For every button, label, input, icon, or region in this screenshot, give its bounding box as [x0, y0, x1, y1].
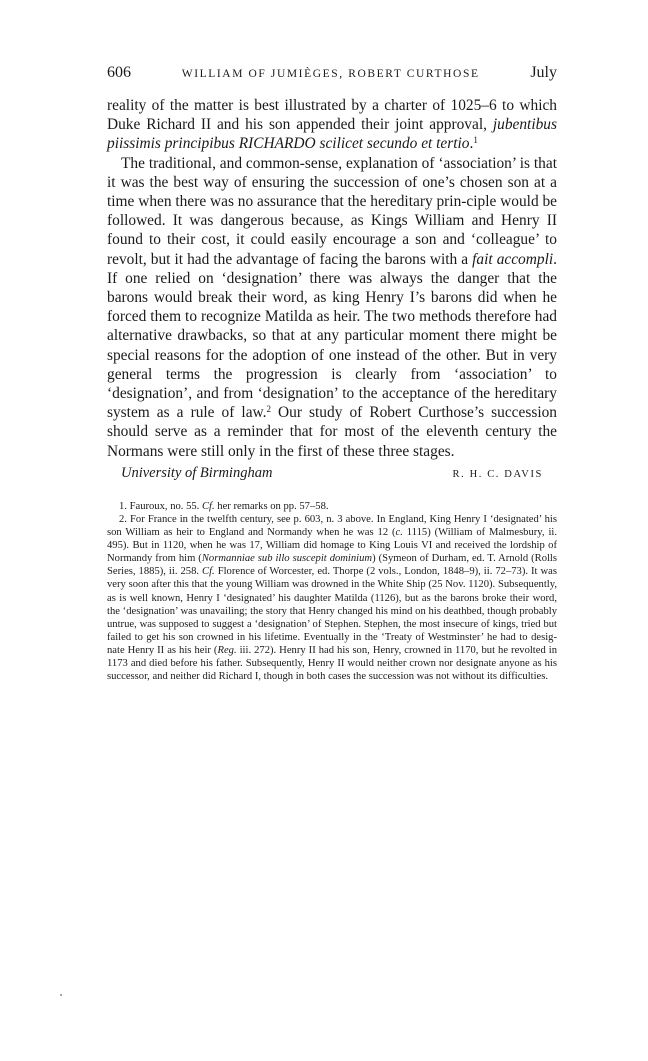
fn1-italic: Cf.	[201, 500, 215, 512]
fn2-text-c: ) (Symeon of Durham, ed. T. Arnold (Rolls Series, 1885), ii. 258.	[107, 553, 557, 578]
fn2-italic-3: Cf.	[202, 566, 215, 578]
fn2-italic-2: Normanniae sub illo suscepit dominium	[201, 553, 373, 565]
footnote-ref-2[interactable]: 2	[266, 404, 271, 415]
fn2-text-a: 2. For France in the twelfth century, see p. 603, n. 3 above. In England, King Henry I ‘designated’ his son William as heir to England and Normandy when he was 12 (	[107, 513, 557, 539]
footnote-ref-1[interactable]: 1	[473, 135, 478, 146]
journal-page	[107, 64, 557, 683]
p2-text-a: The traditional, and common-sense, explanation of ‘association’ is that it was the best way of ensuring the succession of one’s chosen son at a time when there was no assurance that the hereditary prin-ciple would be followed. It was dangerous because, as Kings William and Henry II found to their cost, it could easily encourage a son and ‘colleague’ to revolt, but it had the advantage of facing the barons with a	[107, 154, 558, 268]
fn2-text-b: 1115) (William of Malmesbury, ii. 495). But in 1120, when he was 17, William did homage to King Louis VI and received the lordship of Normandy from him (	[107, 527, 557, 565]
fn2-italic-4: Reg.	[217, 644, 237, 656]
running-month: July	[530, 64, 557, 81]
author-institution: University of Birmingham	[121, 464, 273, 481]
p1-latin-quote: jubentibus piissimis principibus RICHARDO scilicet secundo et tertio	[107, 116, 557, 153]
footnote-2	[107, 513, 557, 683]
fn2-text-d: Florence of Worcester, ed. Thorpe (2 vols., London, 1848–9), ii. 72–73). It was very soon after this that the young William was drowned in the White Ship (25 Nov. 1120). Subsequently, as is well known, Henry I ‘designated’ his daughter Matilda (1126), but as the barons broke their word, the ‘designation’ was unavailing; the story that Henry changed his mind on his deathbed, though probably untrue, was supposed to suggest a ‘designation’ of Stephen. Stephen, the most insecure of kings, tried but failed to get his son crowned in his lifetime. Eventually in the ‘Treaty of Westminster’ he had to desig-nate Henry II as his heir (	[107, 566, 557, 656]
running-title: WILLIAM OF JUMIÈGES, ROBERT CURTHOSE	[181, 68, 480, 80]
p1-text-b: .	[469, 135, 474, 153]
article-body	[107, 96, 557, 461]
footnote-1	[107, 500, 557, 513]
fn1-text-b: her remarks on pp. 57–58.	[214, 500, 329, 512]
paragraph-2	[107, 154, 557, 461]
p2-text-b: . If one relied on ‘designation’ there was always the danger that the barons would break their word, as king Henry I’s barons did when he forced them to recognize Matilda as heir. The two methods therefore had alternative drawbacks, so that at any particular moment there might be special reasons for the adoption of one instead of the other. But in very general terms the progression is clearly from ‘association’ to ‘designation’, and from ‘designation’ to the acceptance of the hereditary system as a rule of law.	[107, 250, 557, 422]
paragraph-1	[107, 96, 557, 154]
footnotes	[107, 500, 557, 683]
fn2-text-e: iii. 272). Henry II had his son, Henry, crowned in 1170, but he revolted in 1173 and died before his father. Subsequently, Henry II would neither crown nor designate anyone as his successor, and neither did Richard I, though in both cases the succession was not without its difficulties.	[107, 644, 558, 683]
running-head	[107, 64, 557, 90]
signature-line	[107, 465, 557, 482]
fn2-italic-1: c.	[395, 527, 403, 539]
scan-speck	[60, 994, 62, 996]
p2-text-c: Our study of Robert Curthose’s succession should serve as a reminder that for most of the eleventh century the Normans were still only in the first of these three stages.	[107, 404, 557, 460]
author-name: R. H. C. DAVIS	[452, 468, 543, 480]
p1-text-a: reality of the matter is best illustrated by a charter of 1025–6 to which Duke Richard II and his son appended their joint approval,	[107, 97, 557, 134]
p2-italic-phrase: fait accompli	[472, 250, 554, 268]
fn1-text-a: 1. Fauroux, no. 55.	[119, 500, 202, 512]
page-number: 606	[107, 64, 131, 81]
